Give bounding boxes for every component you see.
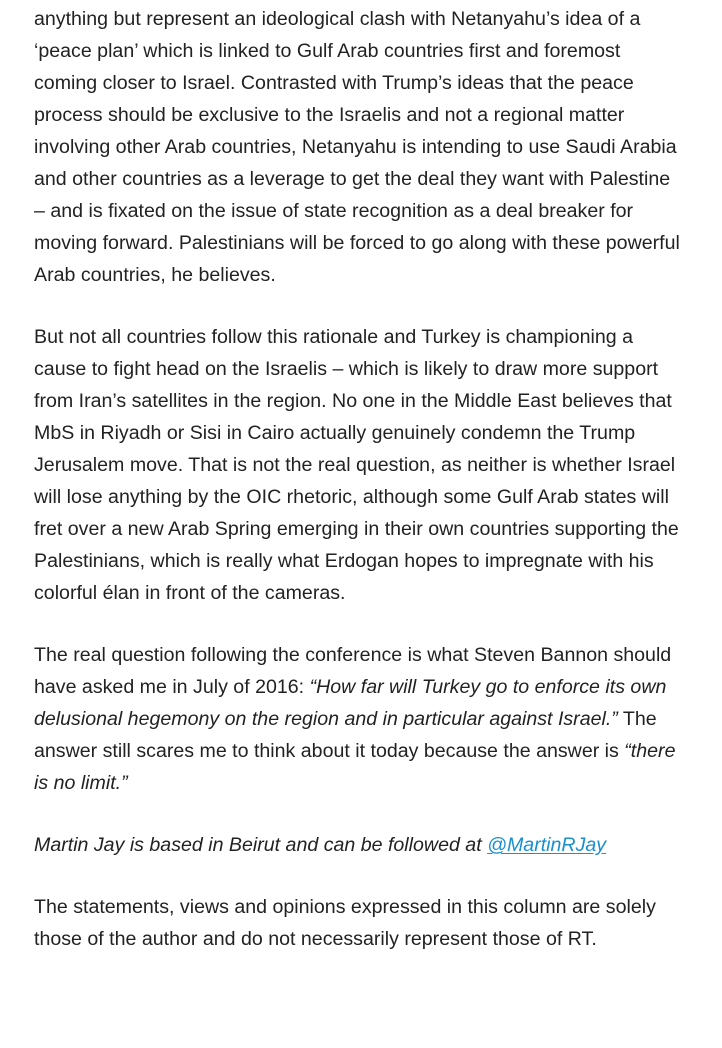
real-question-middle: The answer still scares me to think about it today because the answer is bbox=[34, 708, 657, 762]
article-body bbox=[34, 3, 684, 955]
author-bio-text: Martin Jay is based in Beirut and can be followed at bbox=[34, 834, 488, 856]
real-question-answer: “there is no limit.” bbox=[34, 740, 676, 794]
paragraph-real-question bbox=[34, 639, 684, 799]
paragraph-netanyahu-peace-plan: anything but represent an ideological clash with Netanyahu’s idea of a ‘peace plan’ which is linked to Gulf Arab countries first and foremost coming closer to Israel. Contrasted with Trump’s ideas that the peace process should be exclusive to the Israelis and not a regional matter involving other Arab countries, Netanyahu is intending to use Saudi Arabia and other countries as a leverage to get the deal they want with Palestine – and is fixated on the issue of state recognition as a deal breaker for moving forward. Palestinians will be forced to go along with these powerful Arab countries, he believes. bbox=[34, 8, 680, 286]
author-bio bbox=[34, 829, 684, 861]
real-question-quote: “How far will Turkey go to enforce its own delusional hegemony on the region and in particular against Israel.” bbox=[34, 676, 667, 730]
real-question-intro: The real question following the conference is what Steven Bannon should have asked me in July of 2016: bbox=[34, 644, 672, 698]
author-twitter-link[interactable]: @MartinRJay bbox=[487, 834, 607, 856]
disclaimer: The statements, views and opinions expressed in this column are solely those of the author and do not necessarily represent those of RT. bbox=[34, 896, 656, 950]
paragraph-turkey-rationale: But not all countries follow this rationale and Turkey is championing a cause to fight head on the Israelis – which is likely to draw more support from Iran’s satellites in the region. No one in the Middle East believes that MbS in Riyadh or Sisi in Cairo actually genuinely condemn the Trump Jerusalem move. That is not the real question, as neither is whether Israel will lose anything by the OIC rhetoric, although some Gulf Arab states will fret over a new Arab Spring emerging in their own countries supporting the Palestinians, which is really what Erdogan hopes to impregnate with his colorful élan in front of the cameras. bbox=[34, 326, 679, 604]
